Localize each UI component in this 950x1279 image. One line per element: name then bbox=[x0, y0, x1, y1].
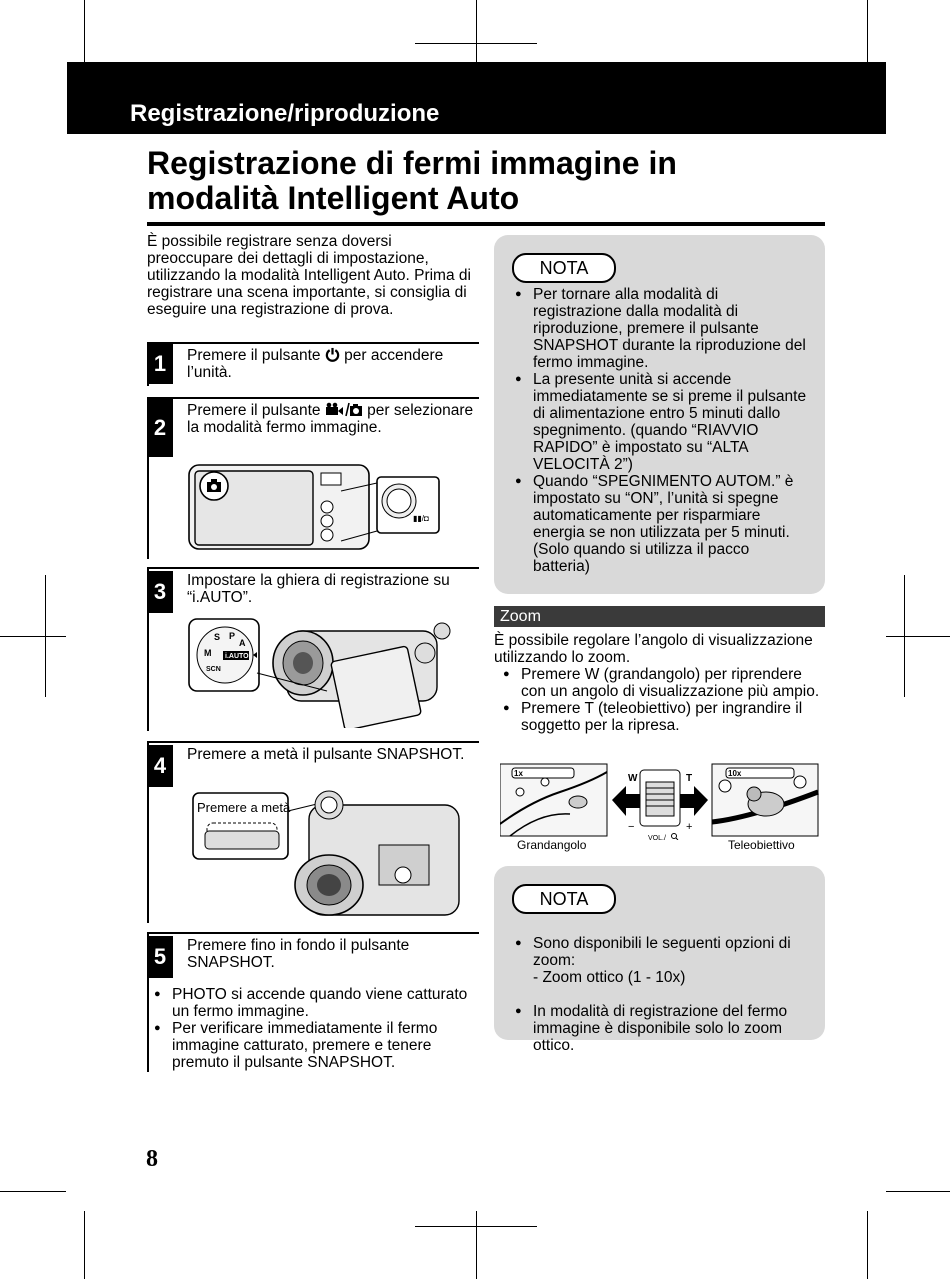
crop-mark bbox=[476, 1211, 477, 1279]
section-title: Registrazione/riproduzione bbox=[130, 100, 440, 127]
step-number: 3 bbox=[147, 571, 173, 613]
list-item: ● Per verificare immediatamente il fermo immagine catturato, premere e tenere premuto il pulsante SNAPSHOT. bbox=[154, 1020, 469, 1071]
caption-telephoto: Teleobiettivo bbox=[728, 838, 795, 852]
zoom-illustration bbox=[500, 762, 820, 840]
crop-mark bbox=[867, 0, 868, 62]
crop-mark bbox=[84, 1211, 85, 1279]
step-5-bullet-list bbox=[154, 986, 469, 1071]
arrow-right-icon bbox=[680, 786, 708, 816]
crop-mark bbox=[0, 1191, 66, 1192]
page-title-line-1: Registrazione di fermi immagine in bbox=[147, 145, 677, 181]
note-bullet-list bbox=[515, 286, 807, 575]
zoom-intro: È possibile regolare l’angolo di visualizzazione utilizzando lo zoom. bbox=[494, 632, 813, 666]
step-2 bbox=[147, 397, 479, 559]
lever-minus-label: − bbox=[628, 821, 635, 833]
camera-back-illustration bbox=[187, 461, 477, 553]
list-item: ● In modalità di registrazione del fermo immagine è disponibile solo lo zoom ottico. bbox=[515, 1003, 807, 1054]
step-text: Premere fino in fondo il pulsante SNAPSHOT. bbox=[187, 937, 410, 971]
svg-text:▮▮/◘: ▮▮/◘ bbox=[413, 514, 429, 523]
page-title-line-2: modalità Intelligent Auto bbox=[147, 180, 520, 216]
video-photo-icon bbox=[325, 402, 363, 419]
note-box bbox=[494, 235, 825, 594]
step-number: 2 bbox=[147, 399, 173, 457]
power-icon bbox=[325, 347, 340, 364]
list-item: ● PHOTO si accende quando viene catturato un fermo immagine. bbox=[154, 986, 469, 1020]
zoom-badge-tele: 10x bbox=[728, 769, 742, 778]
step-5 bbox=[147, 932, 479, 1072]
note-box bbox=[494, 866, 825, 1054]
lever-vol-label: VOL./ bbox=[648, 835, 666, 840]
snapshot-button-illustration bbox=[189, 785, 479, 920]
dial-letter: S bbox=[214, 632, 221, 642]
list-item: ● Sono disponibili le seguenti opzioni di zoom: - Zoom ottico (1 - 10x) bbox=[515, 935, 807, 986]
intro-paragraph: È possibile registrare senza doversi preoccupare dei dettagli di impostazione, utilizzando la modalità Intelligent Auto. Prima di registrare una scena importante, si consiglia di eseguire una registrazione di prova. bbox=[147, 233, 471, 318]
lever-plus-label: + bbox=[686, 821, 693, 833]
list-item: ● Premere T (teleobiettivo) per ingrandire il soggetto per la ripresa. bbox=[503, 700, 828, 734]
note-tag: NOTA bbox=[512, 884, 616, 914]
step-3 bbox=[147, 567, 479, 731]
caption-wide-angle: Grandangolo bbox=[517, 838, 587, 852]
step-number: 1 bbox=[147, 344, 173, 384]
step-1 bbox=[147, 342, 479, 386]
title-rule bbox=[147, 222, 825, 226]
lever-t-label: T bbox=[686, 773, 693, 784]
step-text: Premere il pulsante per accendere l’unità. bbox=[187, 347, 444, 381]
note-bullet-list bbox=[515, 918, 807, 1071]
list-item: ● Premere W (grandangolo) per riprendere con un angolo di visualizzazione più ampio. bbox=[503, 666, 828, 700]
dial-letter: A bbox=[239, 638, 246, 648]
page-title bbox=[147, 146, 837, 216]
crop-mark bbox=[415, 43, 537, 44]
note-tag: NOTA bbox=[512, 253, 616, 283]
page-number: 8 bbox=[146, 1146, 158, 1172]
dial-letter: SCN bbox=[206, 666, 221, 673]
step-text: Premere il pulsante per selezionare la modalità fermo immagine. bbox=[187, 402, 474, 436]
crop-mark bbox=[886, 1191, 950, 1192]
step-number: 4 bbox=[147, 745, 173, 787]
list-item: ● Per tornare alla modalità di registrazione dalla modalità di riproduzione, premere il pulsante SNAPSHOT durante la riproduzione del fermo immagine. bbox=[515, 286, 807, 371]
zoom-section-heading: Zoom bbox=[494, 606, 825, 627]
crop-mark bbox=[415, 1226, 537, 1227]
crop-mark bbox=[84, 0, 85, 62]
step-4 bbox=[147, 741, 479, 923]
crop-mark bbox=[0, 636, 66, 637]
step-text: Impostare la ghiera di registrazione su “i.AUTO”. bbox=[187, 572, 450, 606]
dial-letter: P bbox=[229, 631, 236, 641]
step-number: 5 bbox=[147, 936, 173, 978]
arrow-left-icon bbox=[612, 786, 640, 816]
mode-dial-illustration bbox=[187, 613, 477, 728]
dial-letter: M bbox=[204, 648, 212, 658]
lever-w-label: W bbox=[628, 773, 638, 784]
crop-mark bbox=[476, 0, 477, 62]
list-item: ● La presente unità si accende immediatamente se si preme il pulsante di alimentazione entro 5 minuti dallo spegnimento. (quando “RIAVVIO RAPIDO” è impostato su “ALTA VELOCITÀ 2”) bbox=[515, 371, 807, 473]
zoom-badge-wide: 1x bbox=[514, 769, 523, 778]
callout-label: Premere a metà bbox=[197, 800, 291, 815]
crop-mark bbox=[886, 636, 950, 637]
zoom-bullet-list bbox=[503, 666, 828, 734]
dial-auto-label: i.AUTO bbox=[225, 653, 249, 660]
step-text: Premere a metà il pulsante SNAPSHOT. bbox=[187, 746, 465, 763]
crop-mark bbox=[867, 1211, 868, 1279]
magnifier-icon bbox=[672, 834, 679, 841]
list-item: ● Quando “SPEGNIMENTO AUTOM.” è impostato su “ON”, l’unità si spegne automaticamente per risparmiare energia se non utilizzata per 5 minuti. (Solo quando si utilizza il pacco batteria) bbox=[515, 473, 807, 575]
